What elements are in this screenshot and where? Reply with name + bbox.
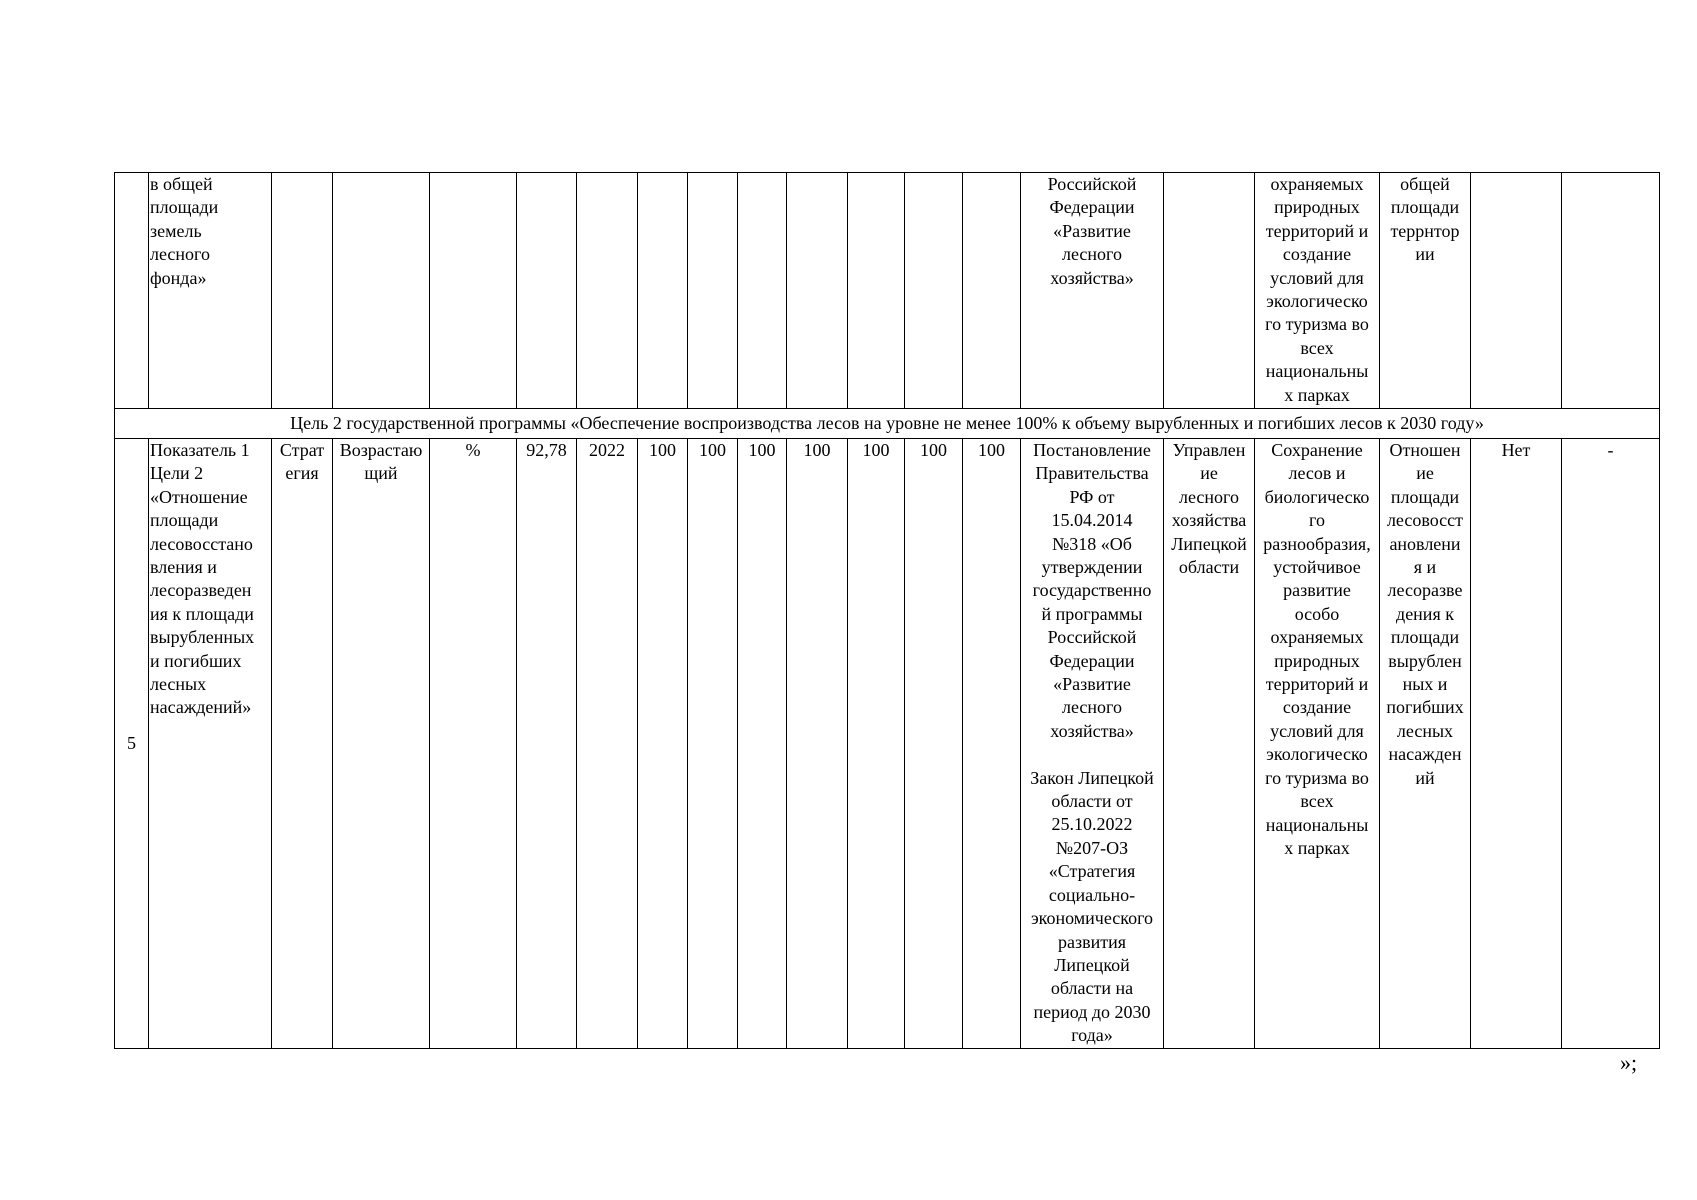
cell-unit	[430, 173, 517, 409]
text-line: ии	[1415, 244, 1435, 265]
cell-trend	[333, 173, 430, 409]
text-line: й программы	[1041, 603, 1143, 624]
text-line: вырублен	[1388, 650, 1462, 671]
gis-flag-text: Нет	[1501, 440, 1531, 460]
text-line: РФ от	[1069, 486, 1115, 507]
cell-value	[638, 439, 688, 1049]
text-line: №207-ОЗ	[1055, 837, 1129, 858]
text-line: года»	[1071, 1025, 1113, 1046]
text-line: вырубленных	[150, 627, 255, 648]
text-line: ие	[1200, 463, 1218, 484]
value-text: 100	[649, 440, 676, 460]
text-line: х парках	[1284, 837, 1350, 858]
text-line: Закон Липецкой	[1030, 767, 1154, 788]
text-line: Управлен	[1172, 440, 1246, 460]
cell-responsible	[1164, 173, 1255, 409]
table-row-5	[115, 439, 1660, 1049]
cell-value	[688, 439, 738, 1049]
cell-last	[1562, 439, 1660, 1049]
text-line: площади	[150, 197, 219, 218]
row-number: 5	[127, 732, 136, 753]
text-line: условий для	[1270, 720, 1364, 741]
value-text: 100	[699, 440, 726, 460]
goal-heading-row	[115, 409, 1660, 439]
cell-unit	[430, 439, 517, 1049]
value-text: 100	[748, 440, 776, 460]
text-line: лесов и	[1288, 463, 1346, 484]
text-line: период до 2030	[1033, 1001, 1151, 1022]
indicators-table	[114, 172, 1660, 1049]
text-line: общей	[1400, 174, 1450, 194]
text-line: террнтор	[1390, 220, 1460, 241]
text-line: 15.04.2014	[1051, 510, 1133, 531]
cell-value	[688, 173, 738, 409]
text-line: №318 «Об	[1052, 533, 1132, 554]
text-line: создание	[1282, 244, 1352, 265]
text-line: фонда»	[150, 267, 207, 288]
text-line: условий для	[1270, 267, 1364, 288]
text-line: ие	[1416, 463, 1434, 484]
cell-value	[638, 173, 688, 409]
text-line: ия к площади	[150, 603, 254, 624]
text-line: погибших	[1386, 697, 1464, 718]
cell-number	[115, 439, 149, 1049]
text-line: земель	[150, 220, 202, 241]
text-line: территорий и	[1265, 674, 1369, 695]
text-line: ий	[1415, 767, 1435, 788]
table-row-continued	[115, 173, 1660, 409]
text-line: особо	[1294, 603, 1340, 624]
text-line: экологическо	[1266, 744, 1368, 765]
text-line: разнообразия,	[1263, 533, 1371, 554]
value-text: 100	[978, 440, 1005, 460]
text-line: Показатель 1	[150, 440, 250, 460]
cell-base-value	[517, 173, 577, 409]
text-line: хозяйства	[1171, 510, 1247, 531]
text-line: области от	[1051, 791, 1133, 812]
text-line: национальны	[1265, 361, 1369, 382]
cell-trend	[333, 439, 430, 1049]
text-line: хозяйства»	[1050, 720, 1134, 741]
text-line: площади	[150, 510, 219, 531]
text-line: области	[1178, 557, 1240, 578]
cell-national-goal	[1255, 439, 1380, 1049]
text-line: насаждений»	[150, 697, 252, 718]
text-line: Отношен	[1389, 440, 1461, 460]
cell-basis-document	[1021, 439, 1164, 1049]
text-line: Федерации	[1049, 197, 1135, 218]
goal-heading	[115, 409, 1660, 439]
base-value-text: 92,78	[526, 440, 567, 460]
cell-number	[115, 173, 149, 409]
cell-last	[1562, 173, 1660, 409]
cell-basis-document	[1021, 173, 1164, 409]
cell-base-year	[577, 439, 638, 1049]
text-line: всех	[1300, 791, 1334, 812]
text-line: Постановление	[1033, 440, 1151, 460]
text-line: Правительства	[1035, 463, 1149, 484]
value-text: 100	[920, 440, 947, 460]
cell-value	[963, 173, 1021, 409]
text-line: 25.10.2022	[1051, 814, 1133, 835]
text-line: экологическо	[1266, 291, 1368, 312]
text-line: национальны	[1265, 814, 1369, 835]
text-line: Федерации	[1049, 650, 1135, 671]
cell-national-indicator	[1380, 173, 1471, 409]
text-line: природных	[1274, 197, 1360, 218]
cell-level	[272, 439, 333, 1049]
text-line: Российской	[1047, 627, 1137, 648]
cell-value	[905, 439, 963, 1049]
cell-value	[787, 439, 848, 1049]
text-line: развитие	[1283, 580, 1351, 601]
closing-quote-mark: »;	[1620, 1050, 1638, 1075]
text-line: лесовосстано	[150, 533, 253, 554]
text-line: лесных	[1396, 720, 1454, 741]
text-line: природных	[1274, 650, 1360, 671]
text-line: ных и	[1402, 674, 1448, 695]
text-line: устойчивое	[1273, 557, 1361, 578]
cell-national-indicator	[1380, 439, 1471, 1049]
unit-text: %	[465, 440, 481, 460]
text-line: лесного	[1062, 697, 1122, 718]
cell-responsible	[1164, 439, 1255, 1049]
text-line: Российской	[1047, 174, 1137, 194]
text-line: территорий и	[1265, 220, 1369, 241]
cell-national-goal	[1255, 173, 1380, 409]
text-line: Липецкой	[1054, 954, 1130, 975]
goal-heading-text: Цель 2 государственной программы «Обеспечение воспроизводства лесов на уровне не менее 100% к объему вырубленных и погибших лесов к 2030 году»	[290, 412, 1484, 433]
text-line: социально-	[1048, 884, 1136, 905]
text-line: Возрастаю	[339, 440, 423, 460]
cell-value	[963, 439, 1021, 1049]
text-line: х парках	[1284, 384, 1350, 405]
text-line: лесовосст	[1386, 510, 1464, 531]
cell-gis-flag	[1471, 173, 1562, 409]
text-line: вления и	[150, 557, 217, 578]
text-line: я и	[1413, 557, 1437, 578]
text-line: Липецкой	[1171, 533, 1247, 554]
text-line: лесного	[1179, 486, 1239, 507]
text-line: егия	[285, 463, 319, 484]
text-line: охраняемых	[1270, 627, 1364, 648]
text-line: «Стратегия	[1048, 861, 1136, 882]
text-line: «Развитие	[1053, 674, 1131, 695]
text-line: Сохранение	[1271, 440, 1363, 460]
cell-gis-flag	[1471, 439, 1562, 1049]
cell-value	[787, 173, 848, 409]
cell-value	[848, 439, 905, 1049]
text-line: площади	[1390, 486, 1460, 507]
cell-base-value	[517, 439, 577, 1049]
cell-base-year	[577, 173, 638, 409]
text-line: и погибших	[150, 650, 242, 671]
text-line: в общей	[150, 174, 213, 194]
text-line: площади	[1390, 627, 1460, 648]
text-line: го туризма во	[1265, 314, 1369, 335]
text-line: лесных	[150, 674, 207, 695]
text-line: лесоразве	[1387, 580, 1463, 601]
text-line: утверждении	[1041, 557, 1143, 578]
cell-indicator-name	[149, 173, 272, 409]
last-col-text: -	[1607, 440, 1614, 460]
text-line: экономического	[1030, 908, 1154, 929]
text-line: го туризма во	[1265, 767, 1369, 788]
text-line: Цели 2	[150, 463, 204, 484]
text-line: насажден	[1388, 744, 1462, 765]
cell-level	[272, 173, 333, 409]
text-line: создание	[1282, 697, 1352, 718]
cell-indicator-name	[149, 439, 272, 1049]
text-line: хозяйства»	[1050, 267, 1134, 288]
text-line: лесоразведен	[150, 580, 252, 601]
cell-value	[738, 439, 787, 1049]
text-line: щий	[364, 463, 398, 484]
text-line: охраняемых	[1270, 174, 1364, 194]
text-line: развития	[1057, 931, 1126, 952]
blank-line	[1022, 743, 1162, 766]
text-line: биологическо	[1264, 486, 1370, 507]
text-line: государственно	[1032, 580, 1152, 601]
text-line: лесного	[1062, 244, 1122, 265]
text-line: площади	[1390, 197, 1460, 218]
text-line: «Развитие	[1053, 220, 1131, 241]
text-line: дения к	[1396, 603, 1454, 624]
base-year-text: 2022	[589, 440, 625, 460]
cell-value	[848, 173, 905, 409]
value-text: 100	[803, 440, 831, 460]
cell-value	[905, 173, 963, 409]
text-line: го	[1309, 510, 1325, 531]
text-line: Страт	[279, 440, 325, 460]
text-line: области на	[1050, 978, 1134, 999]
text-line: лесного	[150, 244, 210, 265]
text-line: «Отношение	[150, 486, 248, 507]
value-text: 100	[862, 440, 890, 460]
text-line: ановлени	[1389, 533, 1461, 554]
cell-value	[738, 173, 787, 409]
text-line: всех	[1300, 337, 1334, 358]
